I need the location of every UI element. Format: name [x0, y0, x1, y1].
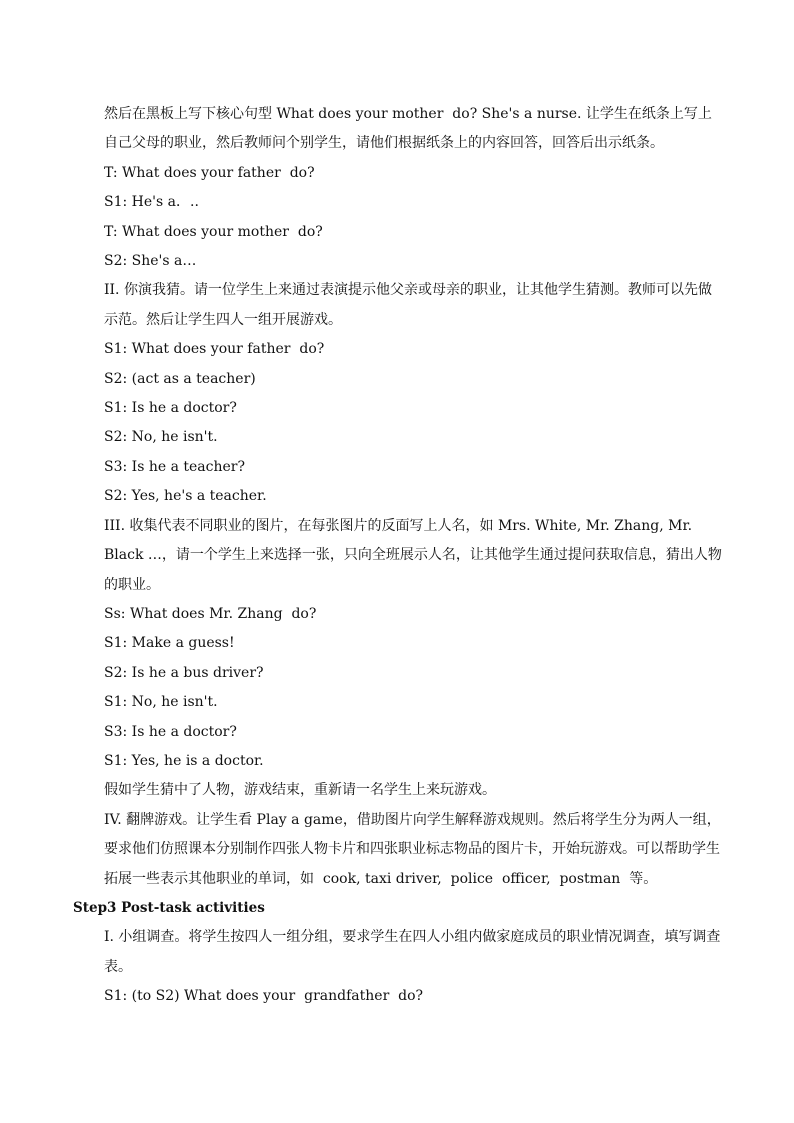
dialogue-line: S1: Yes, he is a doctor. — [104, 752, 264, 769]
dialogue-line: S2: (act as a teacher) — [104, 370, 256, 387]
dialogue-line: S3: Is he a doctor? — [104, 723, 237, 740]
dialogue-line: S2: No, he isn't. — [104, 429, 218, 446]
dialogue-line: S1: Make a guess! — [104, 635, 235, 652]
section-heading: Step3 Post-task activities — [73, 899, 265, 916]
dialogue-line: T: What does your mother do? — [104, 223, 323, 240]
paragraph-game-end: 假如学生猜中了人物，游戏结束，重新请一名学生上来玩游戏。 — [104, 782, 496, 799]
dialogue-line: S2: She's a… — [104, 253, 197, 270]
paragraph-intro: 然后在黑板上写下核心句型 What does your mother do? She's a nurse. 让学生在纸条上写上自己父母的职业，然后教师问个别学生，请他们根据纸条上的内容回答，回答后出示纸条。 — [104, 106, 712, 152]
dialogue-line: S1: No, he isn't. — [104, 694, 218, 711]
dialogue-line: S2: Yes, he's a teacher. — [104, 488, 267, 505]
activity-iii: III. 收集代表不同职业的图片，在每张图片的反面写上人名，如 Mrs. White, Mr. Zhang, Mr. Black …，请一个学生上来选择一张，只向全班展示人名，让其他学生通过提问获取信息，猜出人物的职业。 — [104, 517, 722, 593]
activity-ii: II. 你演我猜。请一位学生上来通过表演提示他父亲或母亲的职业，让其他学生猜测。教师可以先做示范。然后让学生四人一组开展游戏。 — [104, 282, 712, 328]
dialogue-line: Ss: What does Mr. Zhang do? — [104, 605, 317, 622]
dialogue-line: S1: What does your father do? — [104, 341, 325, 358]
document-body — [73, 100, 723, 1012]
dialogue-line: S2: Is he a bus driver? — [104, 664, 264, 681]
dialogue-line: S1: Is he a doctor? — [104, 400, 237, 417]
activity-iv: IV. 翻牌游戏。让学生看 Play a game，借助图片向学生解释游戏规则。然后将学生分为两人一组，要求他们仿照课本分别制作四张人物卡片和四张职业标志物品的图片卡，开始玩游戏。可以帮助学生拓展一些表示其他职业的单词，如 cook, taxi driver, police officer, postman 等。 — [104, 811, 721, 887]
dialogue-line: S3: Is he a teacher? — [104, 458, 245, 475]
dialogue-line: T: What does your father do? — [104, 164, 315, 181]
activity-survey: I. 小组调查。将学生按四人一组分组，要求学生在四人小组内做家庭成员的职业情况调查，填写调查表。 — [104, 929, 721, 975]
dialogue-line: S1: (to S2) What does your grandfather do? — [104, 988, 424, 1005]
dialogue-line: S1: He's a．.. — [104, 194, 199, 211]
